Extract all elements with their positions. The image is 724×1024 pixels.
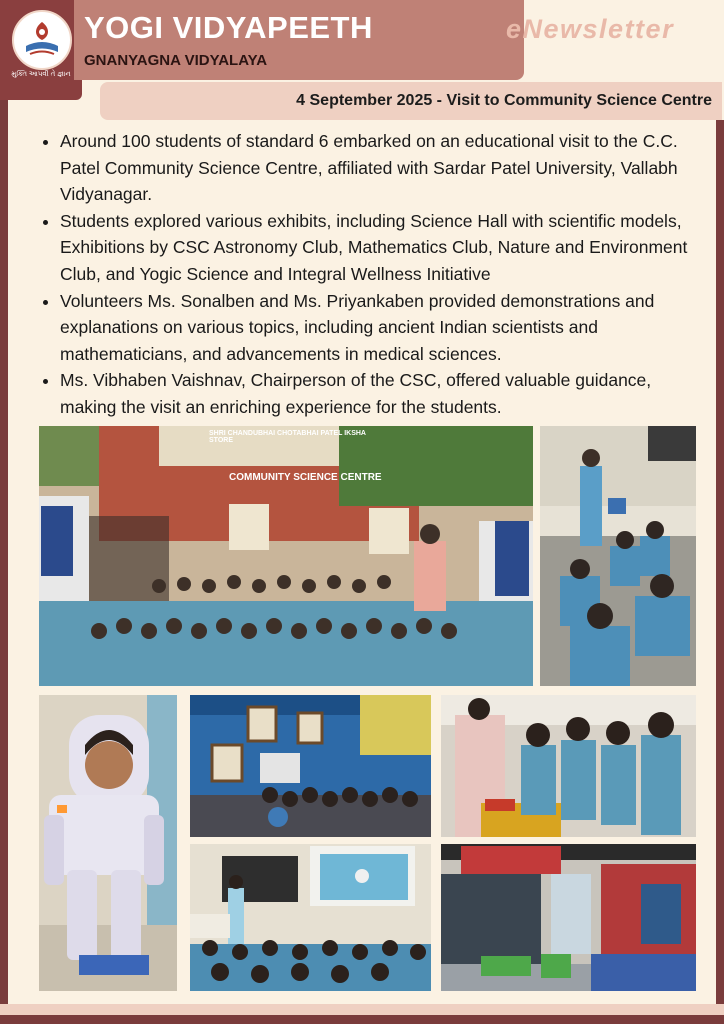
bullet-item: • Students explored various exhibits, including Science Hall with scientific models, Exhibitions by CSC Astronomy Club, Mathematics Club, Nature and Environment Club, and Yogic Science and Integral Wellness Initiative xyxy=(60,208,700,288)
photo-exhibit-demo xyxy=(441,695,696,837)
bullet-list xyxy=(40,128,700,421)
date-line: 4 September 2025 - Visit to Community Science Centre xyxy=(296,92,712,109)
school-name: YOGI VIDYAPEETH xyxy=(84,10,373,45)
bullet-item: • Around 100 students of standard 6 embarked on an educational visit to the C.C. Patel Community Science Centre, affiliated with Sardar Patel University, Vallabh Vidyanagar. xyxy=(60,128,700,208)
photo-portrait-room xyxy=(190,695,431,837)
school-logo-icon xyxy=(12,10,72,70)
photo-projector-session xyxy=(190,844,431,991)
left-border xyxy=(0,100,8,1024)
building-sign: SHRI CHANDUBHAI CHOTABHAI PATEL IKSHA STORE xyxy=(209,430,366,444)
date-banner xyxy=(100,82,722,120)
centre-sign: COMMUNITY SCIENCE CENTRE xyxy=(229,472,382,483)
school-logo-panel xyxy=(0,0,82,100)
article-body xyxy=(40,128,700,421)
photo-demonstration xyxy=(540,426,696,686)
title-panel xyxy=(74,0,524,80)
right-border xyxy=(716,120,724,1024)
footer-border xyxy=(0,1015,724,1024)
school-subtitle: GNANYAGNA VIDYALAYA xyxy=(84,52,268,69)
photo-astronaut-cutout xyxy=(39,695,177,991)
logo-caption: મુક્તિ આપવી તે જ્ઞાન xyxy=(11,71,71,78)
photo-exhibit-hall xyxy=(441,844,696,991)
bullet-item: • Ms. Vibhaben Vaishnav, Chairperson of the CSC, offered valuable guidance, making the visit an enriching experience for the students. xyxy=(60,367,700,420)
newsletter-label: eNewsletter xyxy=(506,14,675,44)
photo-group-entrance xyxy=(39,426,533,686)
bullet-item: • Volunteers Ms. Sonalben and Ms. Priyankaben provided demonstrations and explanations on various topics, including ancient Indian scientists and mathematicians, and advancements in medical sciences. xyxy=(60,288,700,368)
